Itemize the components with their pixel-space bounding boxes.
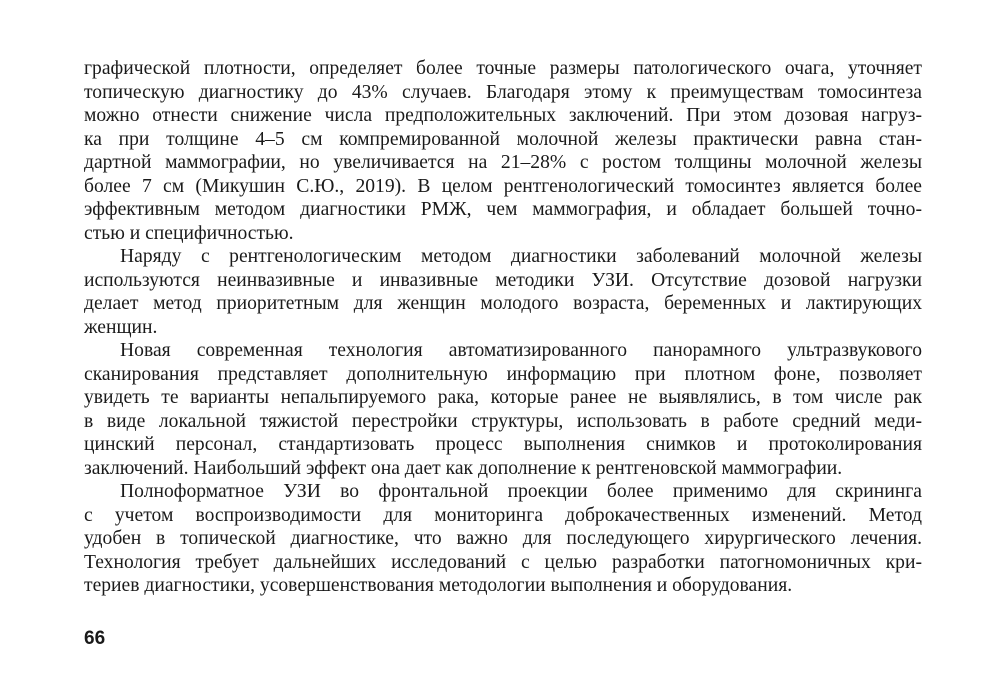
page-number: 66 <box>84 628 106 649</box>
text-line: увидеть те варианты непальпируемого рака, которые ранее не выявлялись, в том числе рак <box>84 387 922 408</box>
text-line: женщин. <box>84 316 158 338</box>
text-line: ка при толщине 4–5 см компремированной молочной железы практически равна стан- <box>84 128 922 150</box>
text-line: более 7 см (Микушин С.Ю., 2019). В целом рентгенологический томосинтез является более <box>84 175 922 197</box>
text-line: с учетом воспроизводимости для мониторинга доброкачественных изменений. Метод <box>84 504 922 526</box>
text-line: сканирования представляет дополнительную информацию при плотном фоне, позволяет <box>84 363 922 385</box>
paragraph-1 <box>84 57 922 245</box>
paragraph-4 <box>84 480 922 598</box>
text-line: эффективным методом диагностики РМЖ, чем маммография, и обладает большей точно- <box>84 199 922 220</box>
text-line: заключений. Наибольший эффект она дает как дополнение к рентгеновской маммографии. <box>84 457 843 479</box>
text-line: цинский персонал, стандартизовать процесс выполнения снимков и протоколирования <box>84 434 922 455</box>
text-line: Наряду с рентгенологическим методом диагностики заболеваний молочной железы <box>120 246 922 267</box>
body-text <box>84 57 922 598</box>
paragraph-2 <box>84 245 922 339</box>
text-line: графической плотности, определяет более точные размеры патологического очага, уточняет <box>84 58 922 79</box>
paragraph-3 <box>84 339 922 480</box>
text-line: можно отнести снижение числа предположительных заключений. При этом дозовая нагруз- <box>84 105 922 126</box>
text-line: стью и специфичностью. <box>84 222 294 244</box>
text-line: делает метод приоритетным для женщин молодого возраста, беременных и лактирующих <box>84 293 922 314</box>
text-line: используются неинвазивные и инвазивные методики УЗИ. Отсутствие дозовой нагрузки <box>84 269 922 291</box>
text-line: териев диагностики, усовершенствования методологии выполнения и оборудования. <box>84 575 793 596</box>
text-line: Технология требует дальнейших исследований с целью разработки патогномоничных кри- <box>84 551 922 573</box>
text-line: Новая современная технология автоматизированного панорамного ультразвукового <box>120 340 922 361</box>
text-line: топическую диагностику до 43% случаев. Благодаря этому к преимуществам томосинтеза <box>84 81 922 103</box>
text-line: дартной маммографии, но увеличивается на 21–28% с ростом толщины молочной железы <box>84 152 922 173</box>
text-line: Полноформатное УЗИ во фронтальной проекции более применимо для скрининга <box>120 481 922 502</box>
text-line: в виде локальной тяжистой перестройки структуры, использовать в работе средний меди- <box>84 410 922 432</box>
text-line: удобен в топической диагностике, что важно для последующего хирургического лечения. <box>84 528 922 549</box>
